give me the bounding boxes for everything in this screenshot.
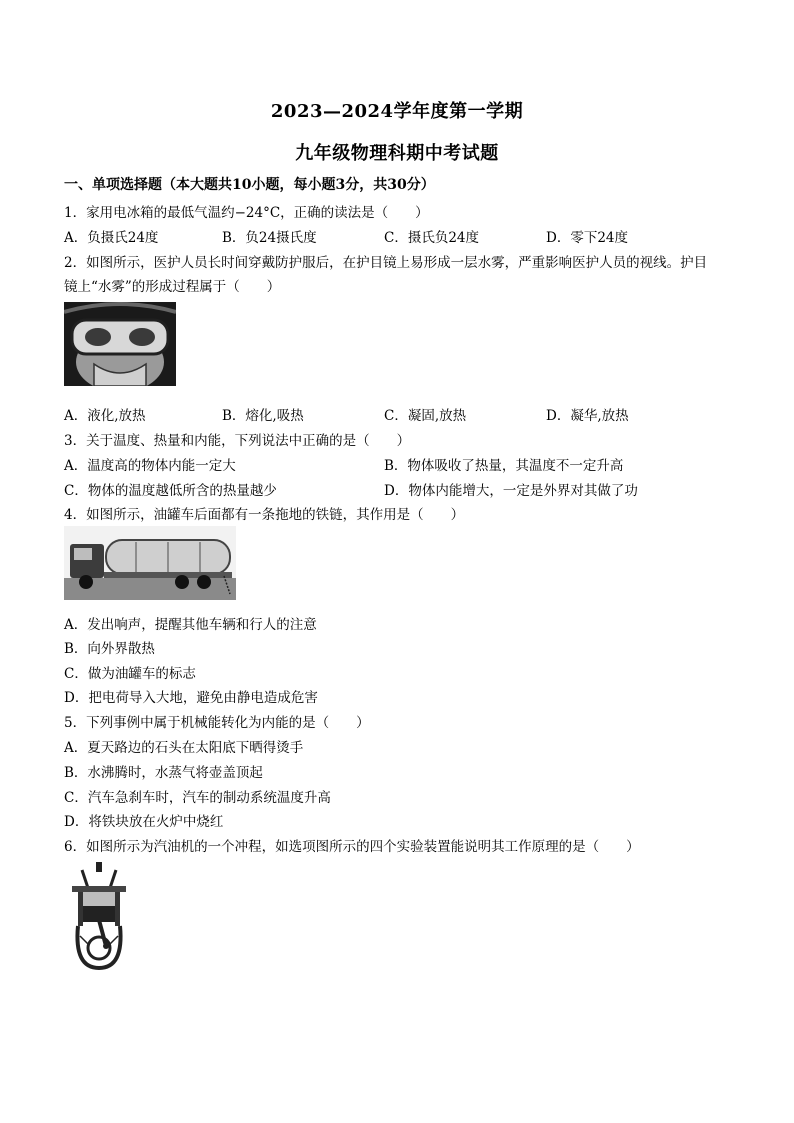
q2-stem-line1: 2．如图所示，医护人员长时间穿戴防护服后，在护目镜上易形成一层水雾，严重影响医护人员的视线。护目 xyxy=(64,255,708,271)
q4-option-d: D．把电荷导入大地，避免由静电造成危害 xyxy=(64,690,318,706)
q1-option-c: C．摄氏负24度 xyxy=(384,230,480,246)
q3-option-c: C．物体的温度越低所含的热量越少 xyxy=(64,483,277,499)
q2-option-b: B．熔化,吸热 xyxy=(222,408,304,424)
q5-option-a: A．夏天路边的石头在太阳底下晒得烫手 xyxy=(64,740,304,756)
q2-stem-line2: 镜上“水雾”的形成过程属于（ ） xyxy=(64,279,281,295)
q3-stem: 3．关于温度、热量和内能，下列说法中正确的是（ ） xyxy=(64,433,411,449)
q5-stem: 5．下列事例中属于机械能转化为内能的是（ ） xyxy=(64,715,370,731)
q1-option-d: D．零下24度 xyxy=(546,230,629,246)
q4-option-a: A．发出响声，提醒其他车辆和行人的注意 xyxy=(64,617,317,633)
section-heading: 一、单项选择题（本大题共10小题，每小题3分，共30分） xyxy=(64,177,435,193)
q3-option-b: B．物体吸收了热量，其温度不一定升高 xyxy=(384,458,624,474)
q1-option-b: B．负24摄氏度 xyxy=(222,230,317,246)
q3-option-d: D．物体内能增大，一定是外界对其做了功 xyxy=(384,483,638,499)
q1-option-a: A．负摄氏24度 xyxy=(64,230,159,246)
q4-option-b: B．向外界散热 xyxy=(64,641,155,657)
q2-option-a: A．液化,放热 xyxy=(64,408,146,424)
q2-option-d: D．凝华,放热 xyxy=(546,408,629,424)
q4-stem: 4．如图所示，油罐车后面都有一条拖地的铁链，其作用是（ ） xyxy=(64,507,465,523)
q6-stem: 6．如图所示为汽油机的一个冲程，如选项图所示的四个实验装置能说明其工作原理的是（ ） xyxy=(64,839,640,855)
q2-option-c: C．凝固,放热 xyxy=(384,408,467,424)
q4-option-c: C．做为油罐车的标志 xyxy=(64,666,196,682)
q5-option-d: D．将铁块放在火炉中烧红 xyxy=(64,814,224,830)
goggles-photo xyxy=(64,302,176,386)
exam-term-title: 2023—2024学年度第一学期 xyxy=(270,101,524,122)
exam-subject-title: 九年级物理科期中考试题 xyxy=(295,143,499,164)
engine-stroke-diagram xyxy=(68,860,130,972)
q5-option-c: C．汽车急刹车时，汽车的制动系统温度升高 xyxy=(64,790,331,806)
q3-option-a: A．温度高的物体内能一定大 xyxy=(64,458,236,474)
q5-option-b: B．水沸腾时，水蒸气将壶盖顶起 xyxy=(64,765,263,781)
tanker-truck-photo xyxy=(64,526,236,600)
q1-stem: 1．家用电冰箱的最低气温约−24°C，正确的读法是（ ） xyxy=(64,205,429,221)
